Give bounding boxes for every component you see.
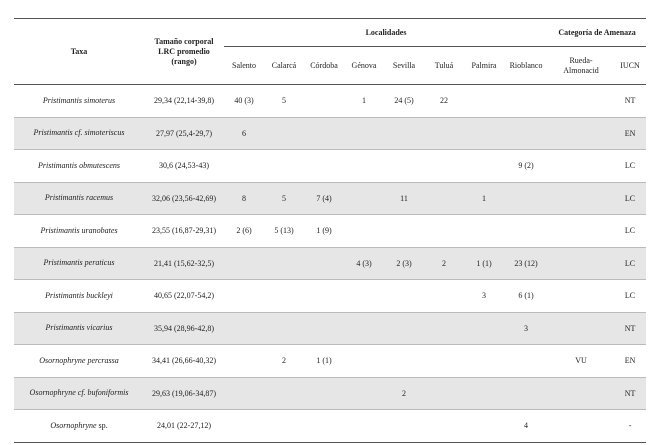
cell-taxon — [14, 410, 144, 443]
cell-locality-count — [384, 215, 424, 248]
cell-iucn: EN — [614, 345, 646, 378]
header-locality: Rioblanco — [504, 47, 548, 85]
cell-rueda-almonacid — [548, 182, 614, 215]
cell-locality-count — [384, 150, 424, 183]
cell-locality-count — [424, 215, 464, 248]
taxon-name: Pristimantis cf. simoteriscus — [33, 128, 125, 138]
header-rueda-line2: Almonacid — [563, 65, 599, 75]
cell-locality-count — [344, 377, 384, 410]
cell-taxon — [14, 280, 144, 313]
header-size-line3: (rango) — [171, 56, 197, 66]
cell-locality-count — [504, 215, 548, 248]
table-row — [14, 312, 646, 345]
cell-locality-count — [384, 280, 424, 313]
table-row — [14, 150, 646, 183]
cell-rueda-almonacid — [548, 117, 614, 150]
cell-taxon — [14, 247, 144, 280]
header-categoria-amenaza: Categoría de Amenaza — [548, 19, 646, 47]
cell-locality-count — [424, 150, 464, 183]
table-row — [14, 377, 646, 410]
cell-locality-count — [464, 312, 504, 345]
cell-locality-count — [464, 345, 504, 378]
cell-locality-count — [264, 117, 304, 150]
taxon-name: Pristimantis peraticus — [43, 258, 115, 268]
cell-locality-count: 2 — [384, 377, 424, 410]
table-row — [14, 215, 646, 248]
header-rueda-almonacid — [548, 47, 614, 85]
cell-locality-count: 3 — [464, 280, 504, 313]
cell-iucn: LC — [614, 182, 646, 215]
cell-locality-count — [464, 410, 504, 443]
cell-locality-count — [424, 345, 464, 378]
cell-locality-count — [464, 150, 504, 183]
cell-locality-count: 4 (3) — [344, 247, 384, 280]
cell-locality-count — [464, 117, 504, 150]
cell-locality-count — [304, 117, 344, 150]
header-locality: Sevilla — [384, 47, 424, 85]
cell-iucn: LC — [614, 150, 646, 183]
cell-taxon — [14, 345, 144, 378]
cell-locality-count — [424, 182, 464, 215]
table-row — [14, 410, 646, 443]
cell-locality-count — [384, 117, 424, 150]
cell-rueda-almonacid — [548, 247, 614, 280]
cell-locality-count: 6 — [224, 117, 264, 150]
taxon-name: Pristimantis buckleyi — [45, 290, 113, 300]
cell-locality-count — [384, 345, 424, 378]
cell-iucn: NT — [614, 312, 646, 345]
species-table — [14, 18, 646, 443]
cell-body-size: 32,06 (23,56-42,69) — [144, 182, 224, 215]
cell-locality-count — [344, 280, 384, 313]
cell-locality-count — [504, 377, 548, 410]
cell-locality-count: 11 — [384, 182, 424, 215]
cell-locality-count: 4 — [504, 410, 548, 443]
cell-iucn: LC — [614, 215, 646, 248]
cell-locality-count: 2 — [424, 247, 464, 280]
cell-locality-count — [344, 215, 384, 248]
cell-locality-count — [424, 312, 464, 345]
taxon-name: Pristimantis obmutescens — [38, 160, 120, 170]
cell-locality-count — [304, 312, 344, 345]
cell-locality-count: 24 (5) — [384, 85, 424, 118]
cell-locality-count — [304, 377, 344, 410]
cell-locality-count — [304, 150, 344, 183]
cell-locality-count: 1 — [464, 182, 504, 215]
cell-iucn: NT — [614, 377, 646, 410]
header-locality: Génova — [344, 47, 384, 85]
header-locality: Salento — [224, 47, 264, 85]
cell-taxon — [14, 377, 144, 410]
cell-locality-count — [304, 85, 344, 118]
cell-rueda-almonacid — [548, 150, 614, 183]
cell-body-size: 27,97 (25,4-29,7) — [144, 117, 224, 150]
cell-locality-count — [264, 247, 304, 280]
header-rueda-line1: Rueda- — [569, 55, 593, 65]
cell-locality-count — [384, 312, 424, 345]
cell-locality-count: 6 (1) — [504, 280, 548, 313]
cell-locality-count — [344, 410, 384, 443]
cell-locality-count — [264, 312, 304, 345]
taxon-name: Osornophryne cf. bufoniformis — [29, 388, 129, 398]
taxon-name: Pristimantis simoterus — [42, 95, 116, 105]
cell-locality-count: 2 — [264, 345, 304, 378]
table-row — [14, 345, 646, 378]
cell-locality-count — [424, 280, 464, 313]
cell-locality-count: 40 (3) — [224, 85, 264, 118]
header-locality: Córdoba — [304, 47, 344, 85]
cell-locality-count — [464, 85, 504, 118]
cell-locality-count: 1 (1) — [464, 247, 504, 280]
header-locality: Tuluá — [424, 47, 464, 85]
cell-locality-count — [264, 377, 304, 410]
cell-body-size: 40,65 (22,07-54,2) — [144, 280, 224, 313]
taxon-name: Osornophryne percrassa — [39, 355, 119, 365]
cell-locality-count — [264, 280, 304, 313]
cell-locality-count — [424, 410, 464, 443]
cell-locality-count — [304, 247, 344, 280]
cell-locality-count — [344, 182, 384, 215]
species-table-container — [14, 18, 646, 443]
cell-locality-count — [224, 150, 264, 183]
cell-body-size: 35,94 (28,96-42,8) — [144, 312, 224, 345]
header-taxa: Taxa — [14, 19, 144, 85]
cell-iucn: EN — [614, 117, 646, 150]
cell-body-size: 30,6 (24,53-43) — [144, 150, 224, 183]
cell-locality-count: 5 — [264, 85, 304, 118]
cell-locality-count — [424, 117, 464, 150]
taxon-name: Pristimantis uranobates — [40, 225, 118, 235]
cell-rueda-almonacid: VU — [548, 345, 614, 378]
cell-taxon — [14, 312, 144, 345]
cell-locality-count: 1 (1) — [304, 345, 344, 378]
header-localidades: Localidades — [224, 19, 548, 47]
cell-locality-count — [224, 247, 264, 280]
cell-rueda-almonacid — [548, 377, 614, 410]
table-row — [14, 182, 646, 215]
cell-taxon — [14, 182, 144, 215]
cell-locality-count — [504, 85, 548, 118]
taxon-name: Pristimantis racemus — [44, 193, 114, 203]
cell-taxon — [14, 85, 144, 118]
taxon-name: Pristimantis vicarius — [45, 323, 113, 333]
cell-locality-count: 5 — [264, 182, 304, 215]
cell-taxon — [14, 215, 144, 248]
cell-locality-count — [424, 377, 464, 410]
cell-locality-count — [344, 345, 384, 378]
cell-locality-count: 2 (6) — [224, 215, 264, 248]
cell-taxon — [14, 117, 144, 150]
cell-locality-count — [504, 182, 548, 215]
header-body-size — [144, 19, 224, 85]
cell-rueda-almonacid — [548, 312, 614, 345]
cell-locality-count — [304, 280, 344, 313]
cell-iucn: NT — [614, 85, 646, 118]
cell-locality-count — [344, 150, 384, 183]
header-iucn: IUCN — [614, 47, 646, 85]
header-size-line1: Tamaño corporal — [154, 36, 214, 46]
table-row — [14, 247, 646, 280]
cell-locality-count — [504, 117, 548, 150]
cell-body-size: 24,01 (22-27,12) — [144, 410, 224, 443]
cell-locality-count: 8 — [224, 182, 264, 215]
header-size-line2: LRC promedio — [158, 46, 210, 56]
table-row — [14, 85, 646, 118]
cell-rueda-almonacid — [548, 410, 614, 443]
cell-locality-count — [504, 345, 548, 378]
cell-body-size: 21,41 (15,62-32,5) — [144, 247, 224, 280]
header-locality: Palmira — [464, 47, 504, 85]
cell-locality-count: 23 (12) — [504, 247, 548, 280]
table-row — [14, 280, 646, 313]
cell-locality-count — [464, 377, 504, 410]
cell-locality-count — [344, 312, 384, 345]
header-locality: Calarcá — [264, 47, 304, 85]
cell-locality-count — [264, 150, 304, 183]
cell-iucn: LC — [614, 280, 646, 313]
cell-locality-count — [224, 280, 264, 313]
cell-iucn: - — [614, 410, 646, 443]
cell-locality-count: 1 — [344, 85, 384, 118]
cell-locality-count — [224, 345, 264, 378]
table-body — [14, 85, 646, 443]
cell-rueda-almonacid — [548, 215, 614, 248]
cell-locality-count: 3 — [504, 312, 548, 345]
cell-locality-count — [224, 410, 264, 443]
cell-locality-count — [264, 410, 304, 443]
cell-locality-count: 7 (4) — [304, 182, 344, 215]
cell-locality-count: 2 (3) — [384, 247, 424, 280]
cell-locality-count: 9 (2) — [504, 150, 548, 183]
cell-taxon — [14, 150, 144, 183]
table-header — [14, 19, 646, 85]
cell-iucn: LC — [614, 247, 646, 280]
cell-locality-count — [384, 410, 424, 443]
cell-locality-count — [304, 410, 344, 443]
cell-rueda-almonacid — [548, 280, 614, 313]
taxon-name: Osornophryne — [50, 420, 97, 430]
cell-rueda-almonacid — [548, 85, 614, 118]
cell-locality-count: 1 (9) — [304, 215, 344, 248]
cell-body-size: 29,63 (19,06-34,87) — [144, 377, 224, 410]
cell-locality-count: 5 (13) — [264, 215, 304, 248]
cell-body-size: 34,41 (26,66-40,32) — [144, 345, 224, 378]
cell-body-size: 23,55 (16,87-29,31) — [144, 215, 224, 248]
cell-locality-count — [464, 215, 504, 248]
taxon-suffix: sp. — [96, 420, 108, 430]
table-row — [14, 117, 646, 150]
cell-body-size: 29,34 (22,14-39,8) — [144, 85, 224, 118]
cell-locality-count — [224, 312, 264, 345]
cell-locality-count — [224, 377, 264, 410]
cell-locality-count — [344, 117, 384, 150]
cell-locality-count: 22 — [424, 85, 464, 118]
